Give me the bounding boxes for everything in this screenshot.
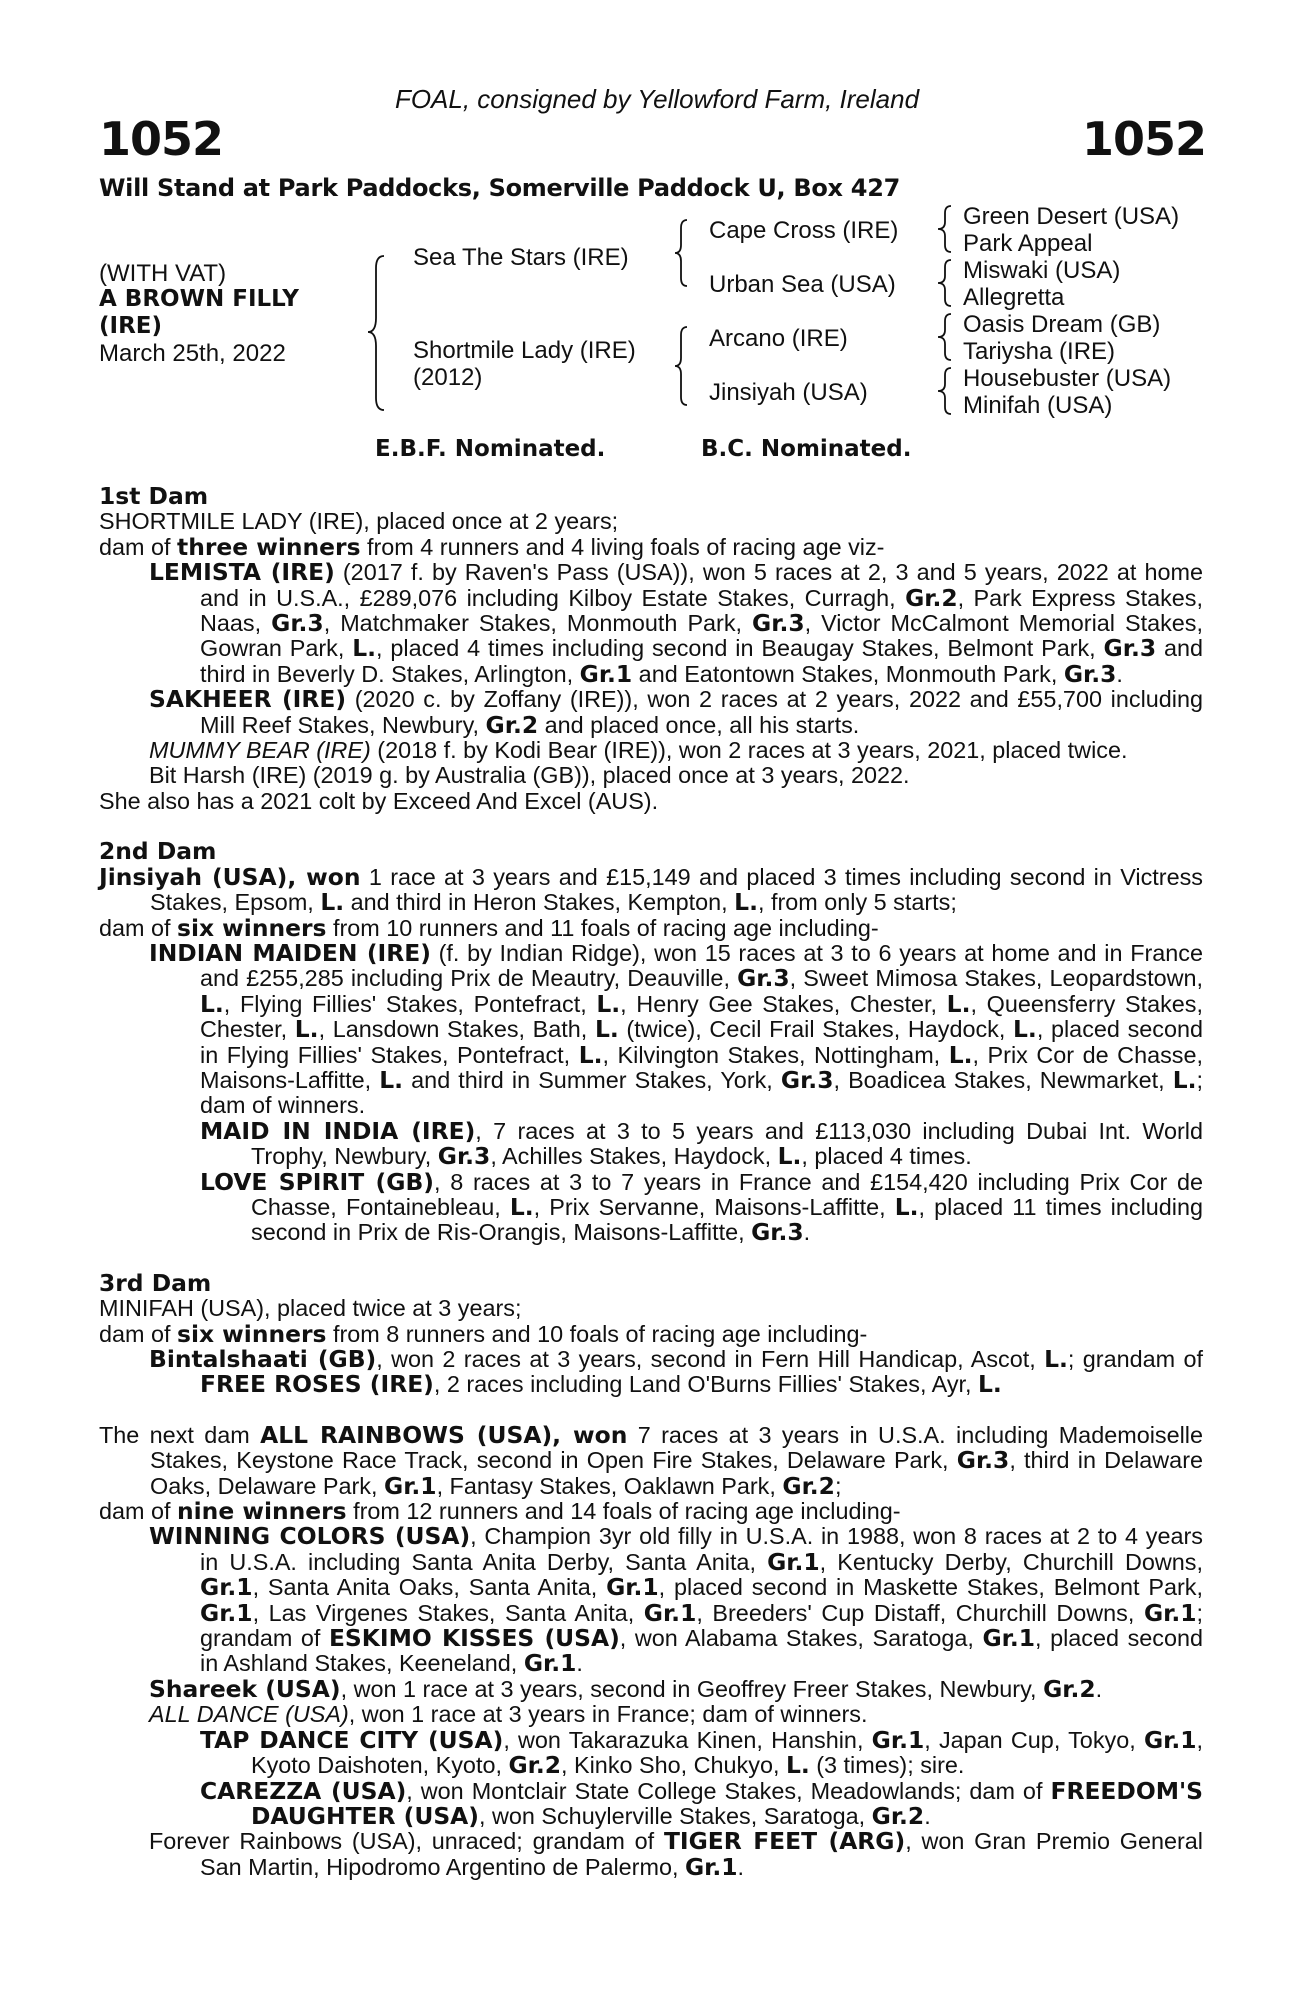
pedigree-arcano: Arcano (IRE) — [709, 325, 848, 352]
brace-gen3-1 — [938, 204, 958, 256]
third-dam-intro: MINIFAH (USA), placed twice at 3 years; — [99, 1295, 522, 1322]
first-dam-heading: 1st Dam — [99, 482, 209, 510]
next-dam-section — [99, 1420, 1204, 1881]
first-dam-produce-summary: dam of three winners from 4 runners and 4 living foals of racing age viz- — [99, 532, 885, 561]
first-dam-section — [99, 484, 1203, 814]
foal-maid-in-india: MAID IN INDIA (IRE), 7 races at 3 to 5 years and £113,030 including Dubai Int. World Trophy, Newbury, Gr.3, Achilles Stakes, Haydock, L., placed 4 times. — [200, 1116, 1204, 1171]
foal-bit-harsh: Bit Harsh (IRE) (2019 g. by Australia (GB)), placed once at 3 years, 2022. — [149, 762, 910, 789]
lot-number-left: 1052 — [99, 112, 224, 166]
next-dam-intro: The next dam ALL RAINBOWS (USA), won 7 races at 3 years in U.S.A. including Mademoiselle Stakes, Keystone Race Track, second in Open Fire Stakes, Delaware Park, Gr.3, third in Delaware Oaks, Delaware Park, Gr.1, Fantasy Stakes, Oaklawn Park, Gr.2; — [99, 1420, 1204, 1500]
lot-number-right: 1052 — [1081, 112, 1206, 166]
foal-forever-rainbows: Forever Rainbows (USA), unraced; grandam of TIGER FEET (ARG), won Gran Premio General San Martin, Hipodromo Argentino de Palermo, Gr.1. — [149, 1827, 1203, 1881]
vat-note: (WITH VAT) — [99, 260, 227, 287]
brace-gen3-2 — [938, 258, 958, 310]
pedigree-cape-cross: Cape Cross (IRE) — [709, 217, 899, 244]
foal-sakheer: SAKHEER (IRE) (2020 c. by Zoffany (IRE)), won 2 races at 2 years, 2022 and £55,700 including Mill Reef Stakes, Newbury, Gr.2 and placed once, all his starts. — [149, 685, 1203, 739]
third-dam-heading: 3rd Dam — [99, 1268, 212, 1297]
foal-tap-dance-city: TAP DANCE CITY (USA), won Takarazuka Kinen, Hanshin, Gr.1, Japan Cup, Tokyo, Gr.1, Kyoto Daishoten, Kyoto, Gr.2, Kinko Sho, Chukyo, L. (3 times); sire. — [200, 1725, 1204, 1780]
pedigree-urban-sea: Urban Sea (USA) — [709, 271, 896, 298]
second-dam-intro: Jinsiyah (USA), won 1 race at 3 years and £15,149 and placed 3 times including second in Victress Stakes, Epsom, L. and third in Heron Stakes, Kempton, L., from only 5 starts; — [99, 862, 1203, 917]
foaling-date: March 25th, 2022 — [99, 340, 286, 367]
pedigree-minifah: Minifah (USA) — [963, 392, 1113, 419]
horse-title-2: (IRE) — [99, 313, 163, 339]
pedigree-tariysha: Tariysha (IRE) — [963, 338, 1116, 365]
foal-carezza: CAREZZA (USA), won Montclair State College Stakes, Meadowlands; dam of FREEDOM'S DAUGHTER (USA), won Schuylerville Stakes, Saratoga, Gr.2. — [200, 1776, 1203, 1830]
pedigree-oasis-dream: Oasis Dream (GB) — [963, 311, 1161, 338]
third-dam-produce-summary: dam of six winners from 8 runners and 10 foals of racing age including- — [99, 1319, 868, 1348]
dam-name: Shortmile Lady (IRE) — [413, 337, 636, 364]
foal-winning-colors: WINNING COLORS (USA), Champion 3yr old filly in U.S.A. in 1988, won 8 races at 2 to 4 years in U.S.A. including Santa Anita Derby, Santa Anita, Gr.1, Kentucky Derby, Churchill Downs, Gr.1, Santa Anita Oaks, Santa Anita, Gr.1, placed second in Maskette Stakes, Belmont Park, Gr.1, Las Virgenes Stakes, Santa Anita, Gr.1, Breeders' Cup Distaff, Churchill Downs, Gr.1; grandam of ESKIMO KISSES (USA), won Alabama Stakes, Saratoga, Gr.1, placed second in Ashland Stakes, Keeneland, Gr.1. — [149, 1522, 1203, 1678]
pedigree-green-desert: Green Desert (USA) — [963, 203, 1180, 230]
foal-all-dance: ALL DANCE (USA), won 1 race at 3 years in France; dam of winners. — [149, 1701, 868, 1728]
consignment-line: FOAL, consigned by Yellowford Farm, Ireland — [394, 84, 920, 114]
brace-gen3-4 — [938, 366, 958, 418]
brace-gen3-3 — [938, 312, 958, 364]
brace-gen2-dam — [675, 325, 695, 409]
dam-year: (2012) — [413, 364, 483, 391]
horse-title-1: A BROWN FILLY — [99, 286, 299, 312]
foal-indian-maiden: INDIAN MAIDEN (IRE) (f. by Indian Ridge), won 15 races at 3 to 6 years at home and in France and £255,285 including Prix de Meautry, Deauville, Gr.3, Sweet Mimosa Stakes, Leopardstown, L., Flying Fillies' Stakes, Pontefract, L., Henry Gee Stakes, Chester, L., Queensferry Stakes, Chester, L., Lansdown Stakes, Bath, L. (twice), Cecil Frail Stakes, Haydock, L., placed second in Flying Fillies' Stakes, Pontefract, L., Kilvington Stakes, Nottingham, L., Prix Cor de Chasse, Maisons-Laffitte, L. and third in Summer Stakes, York, Gr.3, Boadicea Stakes, Newmarket, L.; dam of winners. — [149, 938, 1203, 1119]
brace-gen2-sire — [675, 218, 695, 288]
stand-info: Will Stand at Park Paddocks, Somerville Paddock U, Box 427 — [99, 174, 900, 202]
pedigree-park-appeal: Park Appeal — [963, 230, 1093, 257]
pedigree-jinsiyah: Jinsiyah (USA) — [709, 379, 868, 406]
second-dam-section — [99, 839, 1203, 1246]
second-dam-heading: 2nd Dam — [99, 837, 217, 866]
brace-gen1 — [370, 254, 390, 414]
first-dam-intro: SHORTMILE LADY (IRE), placed once at 2 years; — [99, 508, 619, 535]
pedigree-allegretta: Allegretta — [963, 284, 1065, 311]
next-dam-produce-summary: dam of nine winners from 12 runners and 14 foals of racing age including- — [99, 1497, 901, 1526]
second-dam-produce-summary: dam of six winners from 10 runners and 11 foals of racing age including- — [99, 913, 879, 942]
first-dam-also: She also has a 2021 colt by Exceed And Excel (AUS). — [99, 787, 659, 814]
foal-mummy-bear: MUMMY BEAR (IRE) (2018 f. by Kodi Bear (IRE)), won 2 races at 3 years, 2021, placed twice. — [149, 737, 1128, 764]
ebf-nomination: E.B.F. Nominated. — [375, 436, 606, 462]
pedigree-housebuster: Housebuster (USA) — [963, 365, 1172, 392]
sire-name: Sea The Stars (IRE) — [413, 244, 629, 271]
catalogue-body — [99, 484, 1203, 1905]
foal-shareek: Shareek (USA), won 1 race at 3 years, second in Geoffrey Freer Stakes, Newbury, Gr.2. — [149, 1674, 1103, 1703]
third-dam-section — [99, 1268, 1203, 1399]
bc-nomination: B.C. Nominated. — [701, 436, 912, 462]
foal-lemista: LEMISTA (IRE) (2017 f. by Raven's Pass (USA)), won 5 races at 2, 3 and 5 years, 2022 at home and in U.S.A., £289,076 including Kilboy Estate Stakes, Curragh, Gr.2, Park Express Stakes, Naas, Gr.3, Matchmaker Stakes, Monmouth Park, Gr.3, Victor McCalmont Memorial Stakes, Gowran Park, L., placed 4 times including second in Beaugay Stakes, Belmont Park, Gr.3 and third in Beverly D. Stakes, Arlington, Gr.1 and Eatontown Stakes, Monmouth Park, Gr.3. — [149, 558, 1203, 688]
foal-love-spirit: LOVE SPIRIT (GB), 8 races at 3 to 7 years in France and £154,420 including Prix Cor de Chasse, Fontainebleau, L., Prix Servanne, Maisons-Laffitte, L., placed 11 times including second in Prix de Ris-Orangis, Maisons-Laffitte, Gr.3. — [200, 1167, 1204, 1247]
foal-bintalshaati: Bintalshaati (GB), won 2 races at 3 years, second in Fern Hill Handicap, Ascot, L.; grandam of FREE ROSES (IRE), 2 races including Land O'Burns Fillies' Stakes, Ayr, L. — [149, 1345, 1203, 1399]
pedigree-miswaki: Miswaki (USA) — [963, 257, 1121, 284]
